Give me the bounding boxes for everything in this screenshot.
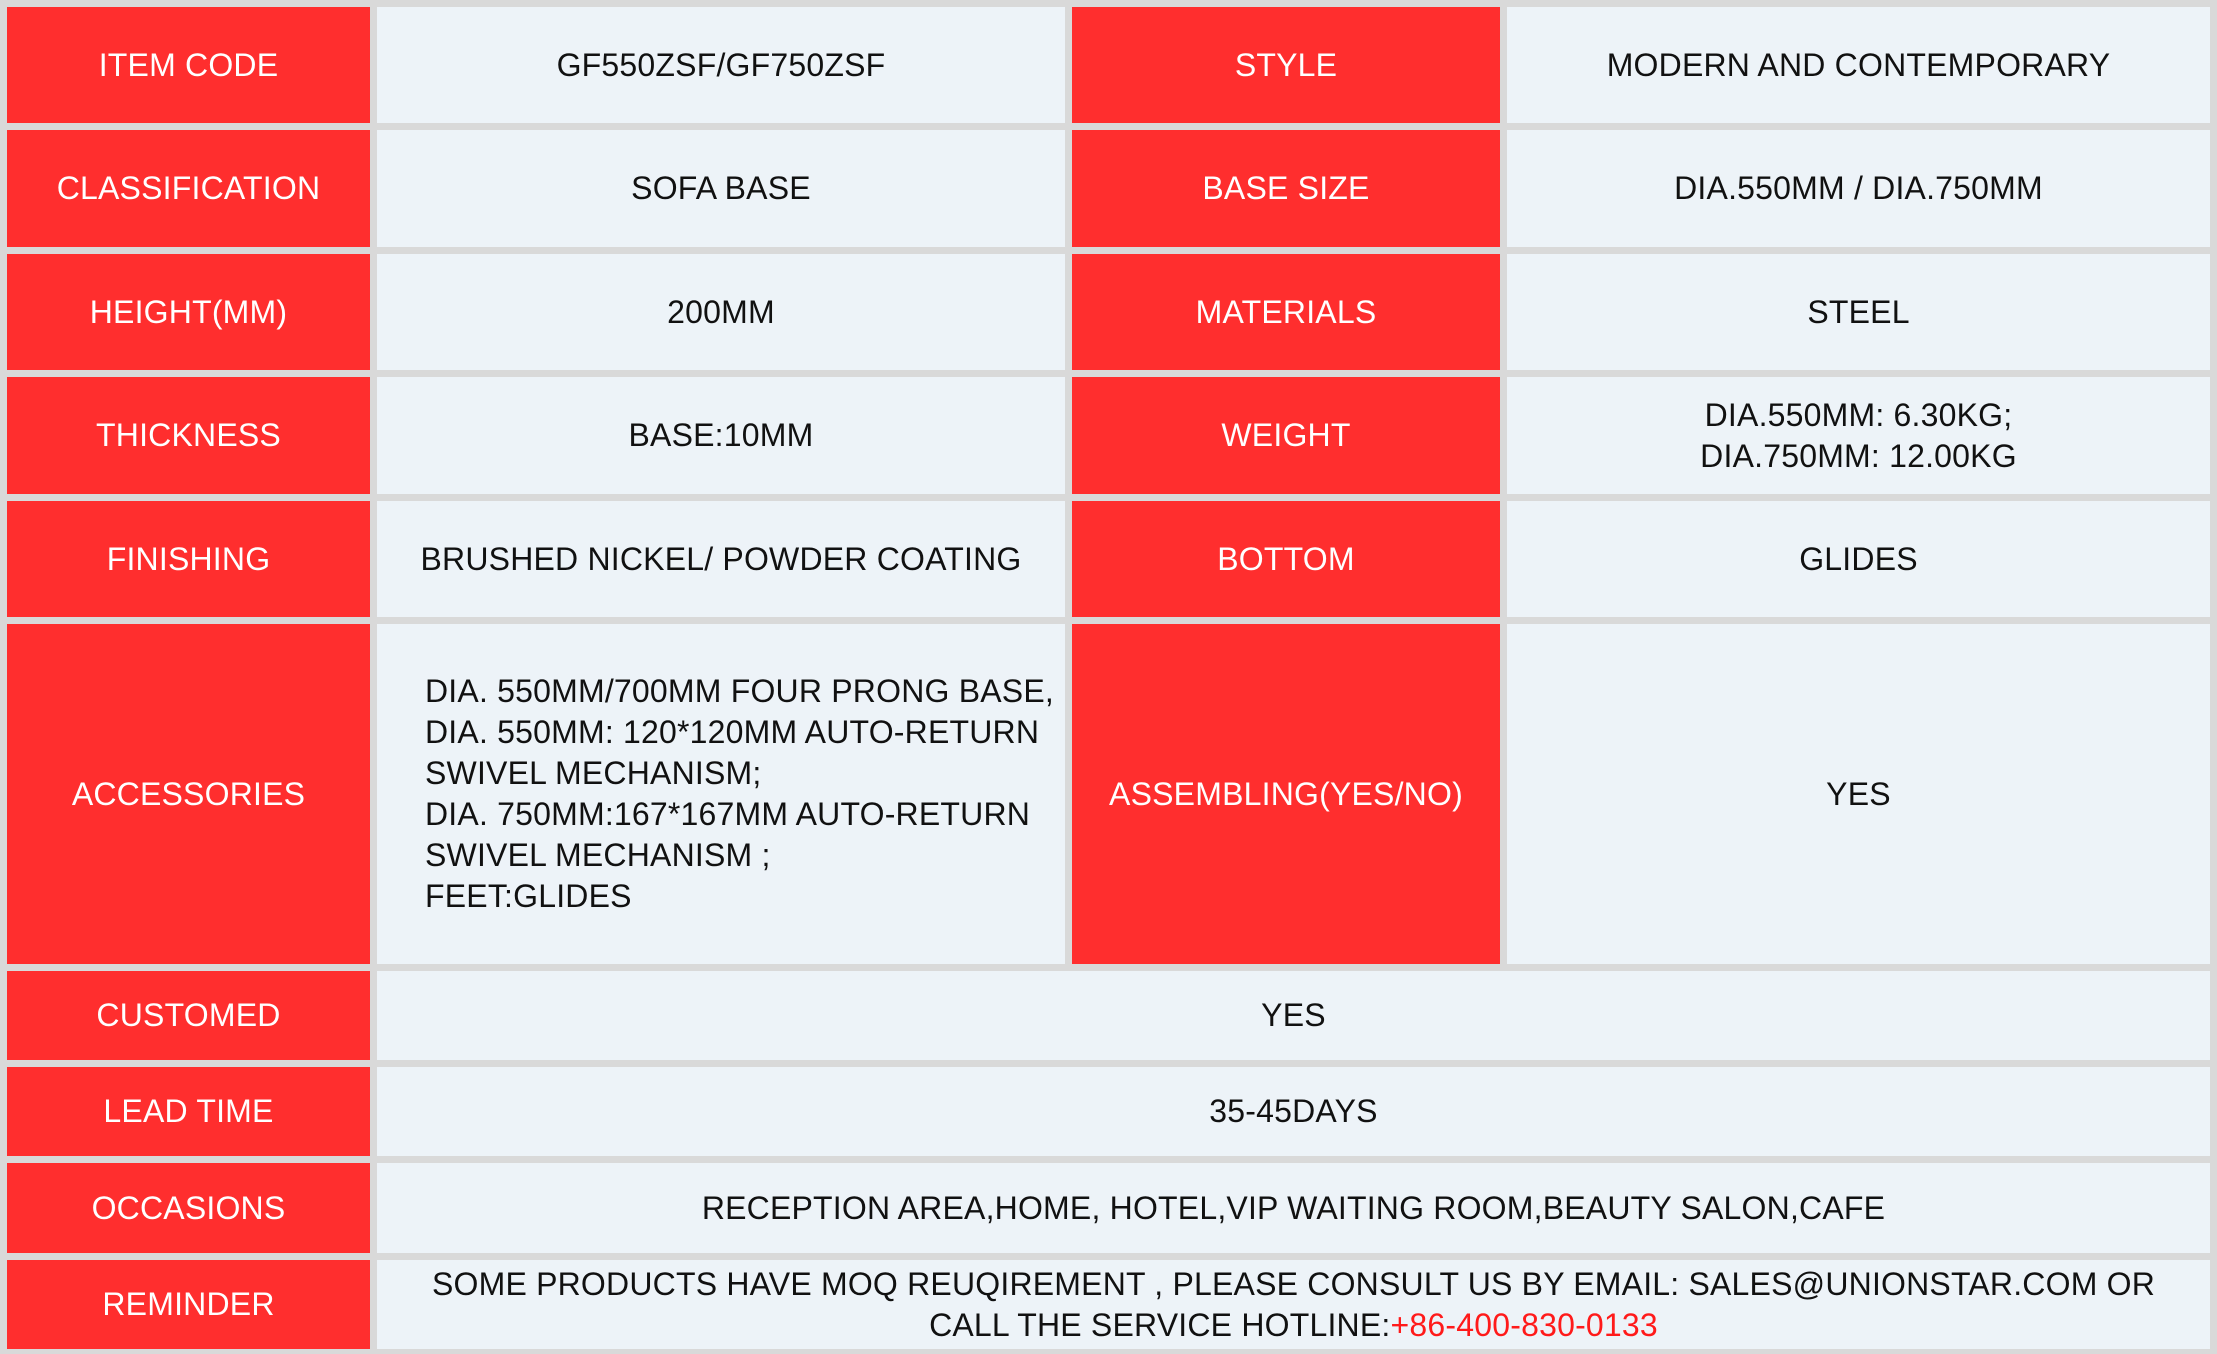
lead-time-value: 35-45DAYS xyxy=(377,1067,2210,1156)
customed-value: YES xyxy=(377,971,2210,1060)
classification-value: SOFA BASE xyxy=(377,130,1065,247)
style-label: STYLE xyxy=(1072,7,1500,123)
bottom-value: GLIDES xyxy=(1507,501,2210,617)
bottom-label: BOTTOM xyxy=(1072,501,1500,617)
accessories-value xyxy=(377,624,1065,964)
accessories-line-2: DIA. 550MM: 120*120MM AUTO-RETURN xyxy=(425,714,1040,750)
thickness-value: BASE:10MM xyxy=(377,377,1065,494)
weight-line-2: DIA.750MM: 12.00KG xyxy=(1700,437,2017,474)
assembling-value: YES xyxy=(1507,624,2210,964)
reminder-line-2 xyxy=(929,1305,1658,1346)
accessories-line-1: DIA. 550MM/700MM FOUR PRONG BASE, xyxy=(425,673,1054,709)
base-size-label: BASE SIZE xyxy=(1072,130,1500,247)
lead-time-label: LEAD TIME xyxy=(7,1067,370,1156)
weight-label: WEIGHT xyxy=(1072,377,1500,494)
item-code-label: ITEM CODE xyxy=(7,7,370,123)
finishing-label: FINISHING xyxy=(7,501,370,617)
base-size-value: DIA.550MM / DIA.750MM xyxy=(1507,130,2210,247)
accessories-line-6: FEET:GLIDES xyxy=(425,878,632,914)
finishing-value: BRUSHED NICKEL/ POWDER COATING xyxy=(377,501,1065,617)
classification-label: CLASSIFICATION xyxy=(7,130,370,247)
reminder-label: REMINDER xyxy=(7,1260,370,1349)
height-label: HEIGHT(MM) xyxy=(7,254,370,370)
item-code-value: GF550ZSF/GF750ZSF xyxy=(377,7,1065,123)
weight-line-1: DIA.550MM: 6.30KG; xyxy=(1704,396,2013,433)
accessories-label: ACCESSORIES xyxy=(7,624,370,964)
style-value: MODERN AND CONTEMPORARY xyxy=(1507,7,2210,123)
reminder-hotline-prefix: CALL THE SERVICE HOTLINE: xyxy=(929,1306,1391,1343)
reminder-line-1: SOME PRODUCTS HAVE MOQ REUQIREMENT , PLEASE CONSULT US BY EMAIL: SALES@UNIONSTAR.COM OR xyxy=(431,1265,2156,1302)
materials-value: STEEL xyxy=(1507,254,2210,370)
height-value: 200MM xyxy=(377,254,1065,370)
accessories-line-4: DIA. 750MM:167*167MM AUTO-RETURN xyxy=(425,796,1031,832)
assembling-label: ASSEMBLING(YES/NO) xyxy=(1072,624,1500,964)
accessories-line-3: SWIVEL MECHANISM; xyxy=(425,755,762,791)
occasions-label: OCCASIONS xyxy=(7,1163,370,1253)
thickness-label: THICKNESS xyxy=(7,377,370,494)
hotline-number: +86-400-830-0133 xyxy=(1390,1306,1658,1343)
weight-value xyxy=(1507,377,2210,494)
materials-label: MATERIALS xyxy=(1072,254,1500,370)
accessories-line-5: SWIVEL MECHANISM ; xyxy=(425,837,771,873)
occasions-value: RECEPTION AREA,HOME, HOTEL,VIP WAITING ROOM,BEAUTY SALON,CAFE xyxy=(377,1163,2210,1253)
reminder-value xyxy=(377,1260,2210,1349)
customed-label: CUSTOMED xyxy=(7,971,370,1060)
